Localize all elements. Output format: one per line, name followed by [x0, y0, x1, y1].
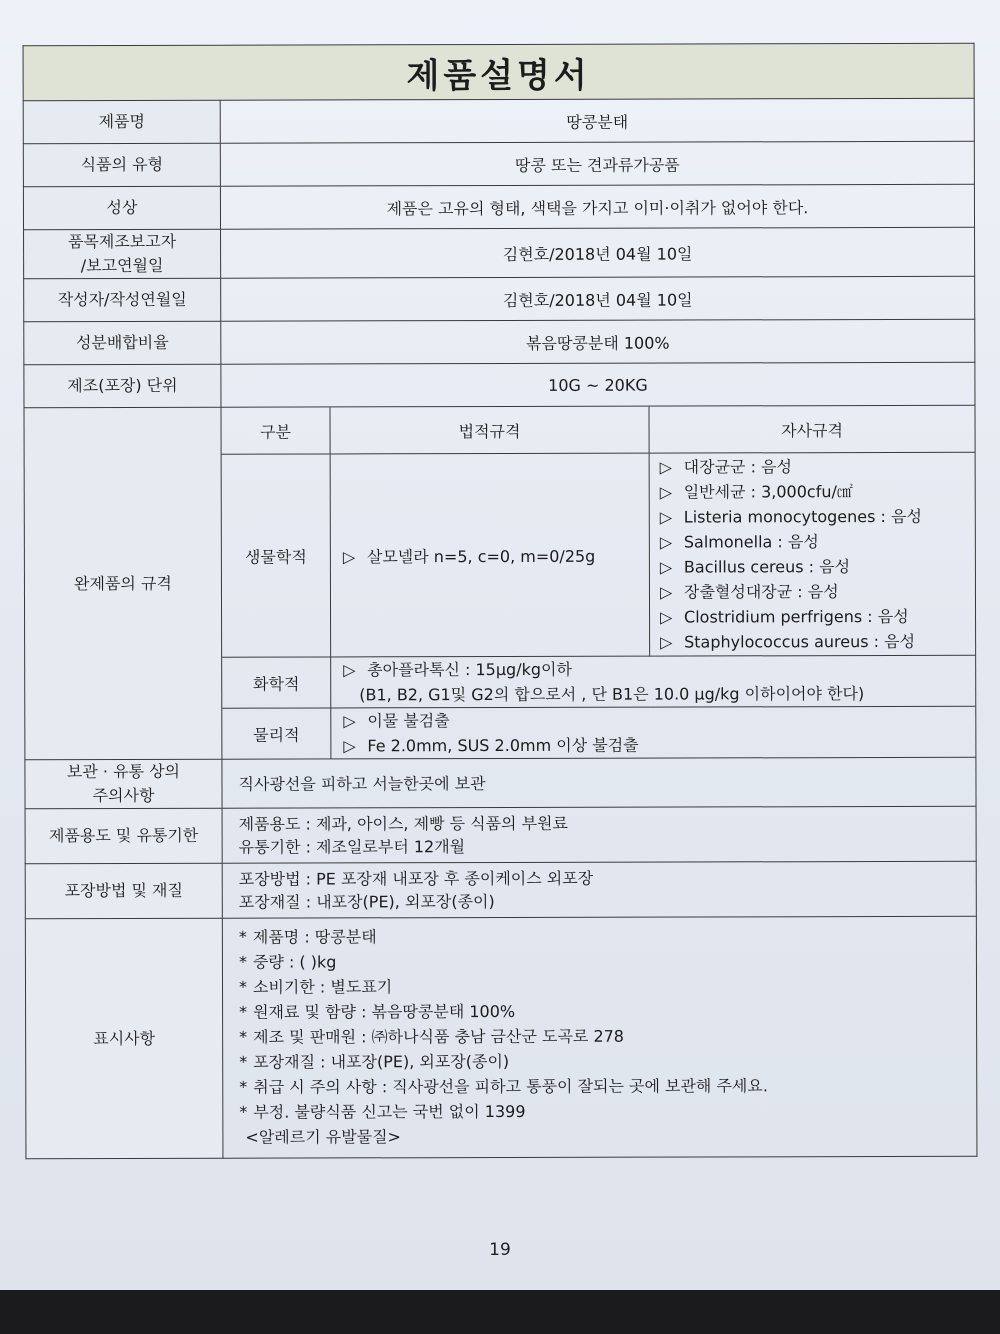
asterisk-icon: *	[239, 1102, 248, 1122]
label-item: * 소비기한 : 별도표기	[239, 973, 960, 1000]
asterisk-icon: *	[239, 1027, 248, 1047]
company-spec-item: ▷ 대장균군 : 음성	[660, 454, 965, 480]
report-label-line2: /보고연월일	[80, 255, 164, 276]
spec-label-micro: 생물학적	[222, 454, 331, 657]
bullet-icon: ▷	[659, 532, 673, 552]
document-title: 제품설명서	[23, 43, 974, 100]
label-item: * 취급 시 주의 사항 : 직사광선을 피하고 통풍이 잘되는 곳에 보관해 주세요.	[239, 1073, 960, 1100]
row-label-spec: 완제품의 규격	[24, 407, 222, 760]
company-spec-item: ▷ 장출혈성대장균 : 음성	[660, 579, 965, 605]
product-description-table	[23, 43, 978, 1159]
asterisk-icon: *	[239, 1077, 248, 1097]
spec-micro-company	[649, 452, 975, 656]
label-item: * 중량 : ( )kg	[239, 948, 960, 975]
spec-header-company: 자사규격	[649, 406, 975, 453]
spec-physical-text: ▷ 이물 불검출 ▷ Fe 2.0mm, SUS 2.0mm 이상 불검출	[331, 706, 976, 758]
label-item: * 제품명 : 땅콩분태	[239, 923, 960, 950]
company-spec-item: ▷ 일반세균 : 3,000cfu/㎠	[660, 479, 965, 505]
background-edge	[0, 1290, 1000, 1334]
spec-inner-table	[221, 406, 975, 759]
page-number: 19	[489, 1240, 511, 1260]
bullet-icon: ▷	[342, 546, 356, 566]
row-label-appearance: 성상	[23, 186, 220, 230]
asterisk-icon: *	[238, 952, 247, 972]
spec-label-physical: 물리적	[222, 708, 331, 759]
row-label-report	[24, 229, 221, 279]
bullet-icon: ▷	[659, 582, 673, 602]
bullet-icon: ▷	[659, 557, 673, 577]
report-label-line1: 품목제조보고자	[67, 231, 177, 252]
row-value-composition: 볶음땅콩분태 100%	[221, 319, 975, 364]
row-label-author: 작성자/작성연월일	[24, 278, 221, 322]
company-spec-item: ▷ Listeria monocytogenes : 음성	[660, 504, 965, 530]
bullet-icon: ▷	[660, 632, 673, 652]
row-label-usage: 제품용도 및 유통기한	[25, 808, 222, 864]
row-value-author: 김현호/2018년 04월 10일	[221, 276, 975, 321]
asterisk-icon: *	[239, 1052, 248, 1072]
asterisk-icon: *	[238, 927, 247, 947]
spec-table-cell	[221, 405, 976, 759]
company-spec-item: ▷ Staphylococcus aureus : 음성	[660, 629, 965, 655]
row-label-composition: 성분배합비율	[24, 321, 221, 365]
bullet-icon: ▷	[659, 457, 672, 477]
micro-legal-text: 살모넬라 n=5, c=0, m=0/25g	[366, 546, 596, 566]
company-spec-item: ▷ Clostridium perfrigens : 음성	[660, 604, 965, 630]
bullet-icon: ▷	[659, 482, 673, 502]
spec-label-chemical: 화학적	[222, 657, 331, 708]
company-spec-item: ▷ Salmonella : 음성	[660, 529, 965, 555]
spec-header-legal: 법적규격	[330, 407, 649, 454]
bullet-icon: ▷	[343, 736, 356, 756]
row-value-labeling	[222, 916, 977, 1158]
row-label-packaging: 포장방법 및 재질	[25, 863, 222, 919]
label-item: * 포장재질 : 내포장(PE), 외포장(종이)	[239, 1048, 960, 1075]
row-value-report: 김현호/2018년 04월 10일	[221, 227, 975, 278]
asterisk-icon: *	[238, 977, 248, 997]
label-item: * 원재료 및 함량 : 볶음땅콩분태 100%	[239, 998, 960, 1025]
row-label-storage: 보관 · 유통 상의 주의사항	[25, 759, 222, 809]
spec-chemical-text: ▷ 총아플라톡신 : 15μg/kg이하 (B1, B2, G1및 G2의 합으로서 , 단 B1은 10.0 μg/kg 이하이어야 한다)	[331, 655, 976, 708]
row-value-appearance: 제품은 고유의 형태, 색택을 가지고 이미·이취가 없어야 한다.	[220, 184, 974, 229]
company-spec-item: ▷ Bacillus cereus : 음성	[660, 554, 965, 580]
row-value-unit: 10G ~ 20KG	[221, 362, 975, 407]
spec-header-category: 구분	[221, 407, 330, 454]
bullet-icon: ▷	[659, 507, 673, 527]
row-label-labeling: 표시사항	[25, 918, 223, 1159]
label-item: * 부정. 불량식품 신고는 국번 없이 1399	[239, 1098, 960, 1125]
row-value-food-type: 땅콩 또는 견과류가공품	[220, 141, 974, 186]
row-label-product-name: 제품명	[23, 100, 220, 144]
spec-micro-legal	[330, 453, 650, 657]
row-value-packaging: 포장방법 : PE 포장재 내포장 후 종이케이스 외포장 포장재질 : 내포장(PE), 외포장(종이)	[222, 861, 976, 918]
row-label-unit: 제조(포장) 단위	[24, 364, 221, 408]
bullet-icon: ▷	[343, 711, 356, 731]
asterisk-icon: *	[239, 1002, 248, 1022]
row-label-food-type: 식품의 유형	[23, 143, 220, 187]
row-value-product-name: 땅콩분태	[220, 98, 974, 143]
allergen-heading: <알레르기 유발물질>	[245, 1127, 401, 1147]
bullet-icon: ▷	[660, 607, 673, 627]
bullet-icon: ▷	[343, 660, 356, 680]
row-value-storage: 직사광선을 피하고 서늘한곳에 보관	[222, 757, 976, 808]
row-value-usage: 제품용도 : 제과, 아이스, 제빵 등 식품의 부원료 유통기한 : 제조일로부터 12개월	[222, 806, 976, 863]
label-item: * 제조 및 판매원 : ㈜하나식품 충남 금산군 도곡로 278	[239, 1023, 960, 1050]
